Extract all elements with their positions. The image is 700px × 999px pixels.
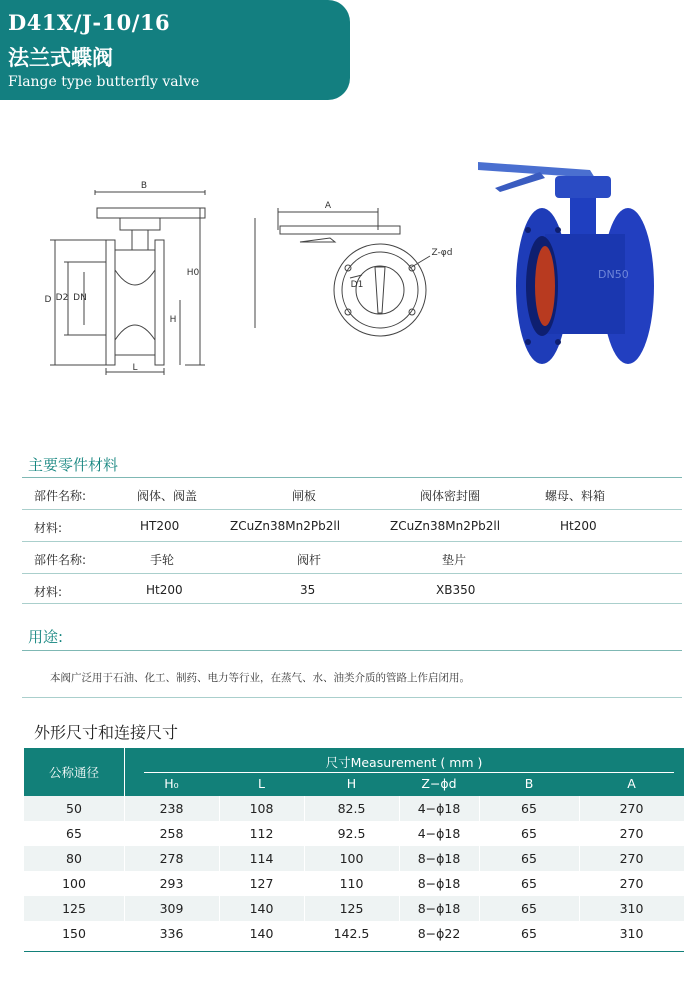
cell-dn: 80	[66, 851, 82, 866]
cell-l: 114	[249, 851, 274, 866]
col-header-h: H	[346, 776, 357, 791]
row-divider	[22, 541, 682, 542]
dim-label-h0: H0	[186, 268, 200, 278]
mat-cell: 部件名称:	[34, 489, 87, 503]
table-header	[24, 748, 684, 796]
cell-zphid: 8−ϕ18	[417, 901, 461, 916]
dim-label-d: D	[44, 295, 52, 305]
cell-b: 65	[521, 851, 537, 866]
cell-h: 92.5	[337, 826, 366, 841]
dim-label-d2: D2	[55, 293, 69, 303]
usage-text: 本阀广泛用于石油、化工、制药、电力等行业，在蒸气、水、油类介质的管路上作启闭用。	[50, 672, 470, 684]
mat-cell: 阀体密封圈	[420, 489, 481, 503]
usage-rule	[22, 650, 682, 651]
col-header-l: L	[258, 776, 265, 791]
mat-cell: XB350	[436, 583, 476, 597]
cell-dn: 65	[66, 826, 82, 841]
usage-divider	[22, 697, 682, 698]
mat-cell: 螺母、料箱	[545, 489, 606, 503]
mat-cell: 35	[300, 583, 316, 597]
cell-h0: 309	[159, 901, 184, 916]
product-title-cn: 法兰式蝶阀	[8, 45, 113, 70]
table-row	[24, 796, 684, 821]
cell-h0: 238	[159, 801, 184, 816]
dim-label-h: H	[169, 315, 177, 325]
cell-b: 65	[521, 901, 537, 916]
cell-h0: 278	[159, 851, 184, 866]
cell-dn: 150	[62, 926, 86, 941]
row-divider	[22, 573, 682, 574]
dimensions-title: 外形尺寸和连接尺寸	[34, 723, 179, 742]
mat-cell: HT200	[140, 519, 180, 533]
col-divider	[124, 796, 125, 999]
cell-h0: 293	[159, 876, 184, 891]
dim-label-l: L	[132, 363, 138, 373]
cell-dn: 125	[62, 901, 86, 916]
mat-cell: 材料:	[34, 521, 63, 535]
cell-h: 100	[339, 851, 364, 866]
dim-label-a: A	[324, 201, 332, 211]
cell-h: 110	[339, 876, 364, 891]
model-number: D41X/J-10/16	[8, 10, 171, 35]
table-row	[24, 921, 684, 946]
cell-dn: 50	[66, 801, 82, 816]
cell-h: 125	[339, 901, 364, 916]
cell-b: 65	[521, 876, 537, 891]
title-banner	[0, 0, 350, 100]
table-row	[24, 821, 684, 846]
drawings-area	[0, 150, 700, 380]
col-divider	[479, 796, 480, 999]
cell-dn: 100	[62, 876, 86, 891]
mat-cell: 部件名称:	[34, 553, 87, 567]
cell-l: 127	[249, 876, 274, 891]
top-view-drawing	[255, 208, 430, 336]
cell-l: 108	[249, 801, 274, 816]
dim-label-zphid: Z-φd	[431, 248, 453, 258]
cell-a: 310	[619, 901, 644, 916]
mat-cell: Ht200	[560, 519, 597, 533]
cell-b: 65	[521, 826, 537, 841]
mat-cell: 阀杆	[297, 553, 322, 567]
col-header-zphid: Z−ϕd	[421, 776, 457, 791]
side-view-drawing	[50, 190, 205, 375]
mat-cell: 材料:	[34, 585, 63, 599]
material-row	[22, 511, 682, 541]
cell-l: 140	[249, 901, 274, 916]
cell-b: 65	[521, 801, 537, 816]
cell-a: 270	[619, 851, 644, 866]
valve-photo	[478, 162, 654, 364]
materials-title: 主要零件材料	[28, 456, 119, 474]
col-dn-header: 公称通径	[48, 765, 99, 780]
material-row	[22, 543, 682, 573]
cell-h: 142.5	[333, 926, 370, 941]
mat-cell: 闸板	[292, 489, 317, 503]
valve-body-mark: DN50	[598, 268, 629, 281]
cell-l: 140	[249, 926, 274, 941]
mat-cell: 垫片	[442, 553, 467, 567]
col-header-h0: H₀	[164, 776, 179, 791]
cell-h: 82.5	[337, 801, 366, 816]
table-row	[24, 871, 684, 896]
cell-zphid: 8−ϕ22	[417, 926, 461, 941]
product-title-en: Flange type butterfly valve	[8, 74, 200, 90]
usage-title: 用途:	[28, 628, 64, 646]
cell-h0: 336	[159, 926, 184, 941]
col-header-b: B	[524, 776, 534, 791]
cell-zphid: 8−ϕ18	[417, 876, 461, 891]
cell-l: 112	[249, 826, 274, 841]
measurement-header: 尺寸Measurement ( mm )	[325, 755, 483, 770]
col-divider	[304, 796, 305, 999]
col-divider	[219, 796, 220, 999]
cell-b: 65	[521, 926, 537, 941]
cell-a: 270	[619, 826, 644, 841]
col-header-a: A	[627, 776, 636, 791]
cell-h0: 258	[159, 826, 184, 841]
cell-zphid: 4−ϕ18	[417, 826, 461, 841]
row-divider	[22, 509, 682, 510]
table-row	[24, 896, 684, 921]
cell-zphid: 8−ϕ18	[417, 851, 461, 866]
cell-a: 270	[619, 876, 644, 891]
mat-cell: 阀体、阀盖	[137, 489, 198, 503]
material-row	[22, 575, 682, 605]
material-row	[22, 479, 682, 509]
cell-zphid: 4−ϕ18	[417, 801, 461, 816]
row-divider	[22, 603, 682, 604]
dim-label-d1: D1	[350, 280, 364, 290]
dim-label-b: B	[140, 181, 148, 191]
materials-rule	[22, 477, 682, 478]
col-divider	[579, 796, 580, 999]
dim-label-dn: DN	[73, 293, 87, 303]
cell-a: 270	[619, 801, 644, 816]
col-divider	[399, 796, 400, 999]
table-row	[24, 846, 684, 871]
mat-cell: Ht200	[146, 583, 183, 597]
cell-a: 310	[619, 926, 644, 941]
table-bottom-rule	[24, 951, 684, 952]
mat-cell: ZCuZn38Mn2Pb2ll	[230, 519, 341, 533]
mat-cell: ZCuZn38Mn2Pb2ll	[390, 519, 501, 533]
mat-cell: 手轮	[150, 553, 175, 567]
